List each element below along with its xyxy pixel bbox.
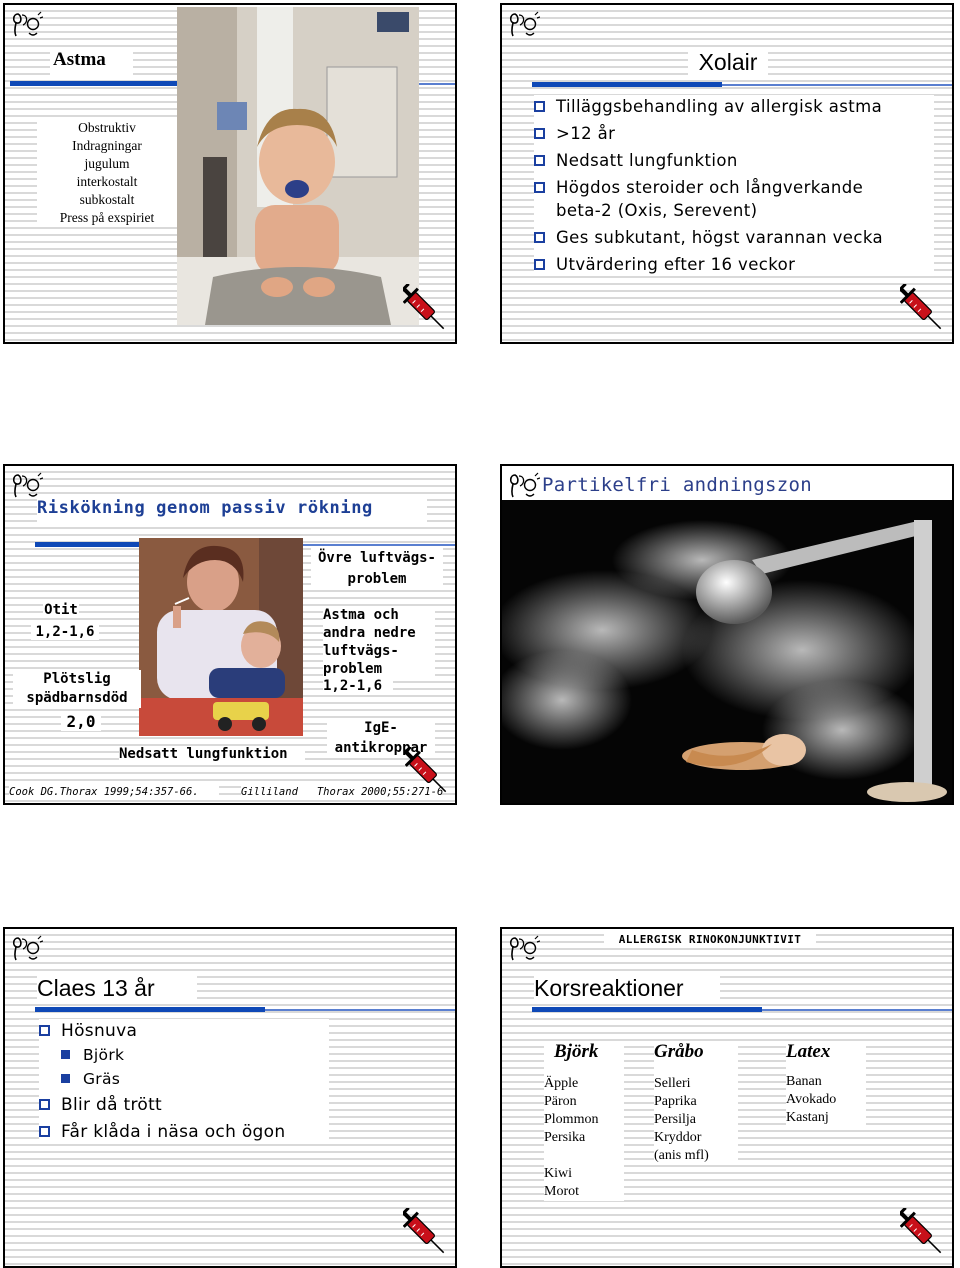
checkbox-bullet-icon: [39, 1025, 50, 1036]
bullet-item: Blir då trött: [39, 1093, 329, 1117]
food-item: Päron: [544, 1094, 577, 1109]
title-bar: [35, 1007, 455, 1012]
bullet-item: Nedsatt lungfunktion: [534, 149, 934, 172]
symptom-line: Press på exspiriet: [59, 210, 155, 225]
sids-label: Plötslig spädbarnsdöd: [13, 670, 141, 708]
logo-icon: [506, 9, 540, 39]
symptom-line: jugulum: [84, 156, 130, 171]
syringe-icon: [900, 1208, 946, 1262]
reference-cook: Cook DG.Thorax 1999;54:357-66.: [9, 786, 219, 798]
bullet-item: Högdos steroider och långverkande beta-2 (Oxis, Serevent): [534, 176, 906, 222]
title-bar: [532, 82, 952, 87]
food-item: (anis mfl): [654, 1148, 709, 1163]
slide-header: ALLERGISK RINOKONJUNKTIVIT: [604, 933, 816, 946]
sub-bullet-item: Björk: [61, 1043, 329, 1067]
reference-gilliland: Gilliland Thorax 2000;55:271-6: [241, 786, 444, 798]
slide-claes: [3, 927, 457, 1268]
bullet-list: [534, 95, 934, 276]
column-bjork: [544, 1041, 624, 1201]
title-bar: [532, 1007, 952, 1012]
logo-icon: [9, 933, 43, 963]
food-item: Plommon: [544, 1112, 599, 1127]
title-bar: [10, 81, 178, 86]
column-heading: Gråbo: [654, 1041, 704, 1062]
checkbox-bullet-icon: [39, 1126, 50, 1137]
ige-label: IgE-antikroppar: [327, 718, 435, 758]
food-item: Paprika: [654, 1094, 697, 1109]
slide-korsreaktioner: [500, 927, 954, 1268]
slide-xolair: [500, 3, 954, 344]
slide-title: Astma: [50, 49, 133, 75]
syringe-icon: [405, 747, 451, 801]
syringe-icon: [403, 1208, 449, 1262]
checkbox-bullet-icon: [534, 182, 545, 193]
bullet-item: Tilläggsbehandling av allergisk astma: [534, 95, 934, 118]
food-item: Banan: [786, 1074, 822, 1089]
checkbox-bullet-icon: [534, 101, 545, 112]
food-item: Avokado: [786, 1092, 837, 1107]
food-item: Persilja: [654, 1112, 696, 1127]
slide-title: Riskökning genom passiv rökning: [37, 498, 427, 522]
slide-title: Claes 13 år: [37, 975, 197, 1003]
square-bullet-icon: [61, 1074, 70, 1083]
logo-icon: [9, 470, 43, 500]
logo-icon: [9, 9, 43, 39]
bullet-item: Får klåda i näsa och ögon: [39, 1120, 329, 1144]
symptom-line: interkostalt: [76, 174, 138, 189]
symptom-list: [37, 119, 177, 227]
syringe-icon: [900, 284, 946, 338]
checkbox-bullet-icon: [534, 155, 545, 166]
checkbox-bullet-icon: [534, 232, 545, 243]
sids-value: 2,0: [61, 712, 101, 731]
otit-label: Otit: [44, 602, 78, 618]
food-item: Persika: [544, 1130, 586, 1145]
bullet-item: Ges subkutant, högst varannan vecka: [534, 226, 934, 249]
lower-airway-value: 1,2-1,6: [323, 678, 393, 694]
bullet-item: Hösnuva: [39, 1019, 329, 1043]
checkbox-bullet-icon: [534, 259, 545, 270]
slide-partikelfri: [500, 464, 954, 805]
checkbox-bullet-icon: [39, 1099, 50, 1110]
square-bullet-icon: [61, 1050, 70, 1059]
slide-title: Korsreaktioner: [534, 975, 720, 1003]
food-item: Selleri: [654, 1076, 691, 1091]
child-photo: [177, 7, 419, 325]
air-shower-photo: [502, 500, 952, 804]
food-item: Äpple: [544, 1076, 579, 1091]
syringe-icon: [403, 284, 449, 338]
food-item: Kiwi: [544, 1166, 572, 1181]
symptom-line: Indragningar: [72, 138, 142, 153]
column-grabo: [654, 1041, 738, 1165]
lower-airway-label: Astma och andra nedre luftvägs-problem: [323, 606, 435, 678]
slide-astma: [3, 3, 457, 344]
checkbox-bullet-icon: [534, 128, 545, 139]
food-item: Kryddor: [654, 1130, 702, 1145]
symptom-line: Obstruktiv: [78, 120, 136, 135]
column-latex: [786, 1041, 866, 1127]
slide-passiv-rokning: [3, 464, 457, 805]
lung-function-label: Nedsatt lungfunktion: [119, 746, 305, 762]
slide-title: Partikelfri andningszon: [542, 474, 812, 496]
symptom-line: subkostalt: [79, 192, 135, 207]
otit-value: 1,2-1,6: [31, 624, 99, 640]
upper-airway-label: Övre luftvägs-problem: [311, 548, 443, 590]
column-heading: Latex: [786, 1041, 831, 1062]
bullet-list: [39, 1019, 329, 1144]
food-item: Kastanj: [786, 1110, 829, 1125]
slide-title: Xolair: [688, 49, 768, 77]
logo-icon: [506, 470, 540, 500]
column-heading: Björk: [554, 1041, 599, 1062]
bullet-item: Utvärdering efter 16 veckor: [534, 253, 934, 276]
food-item: Morot: [544, 1184, 579, 1199]
title-bar-end: [419, 81, 455, 86]
food-item: [544, 1147, 624, 1165]
logo-icon: [506, 933, 540, 963]
smoking-mother-photo: [139, 538, 303, 736]
bullet-item: >12 år: [534, 122, 934, 145]
sub-bullet-item: Gräs: [61, 1067, 329, 1091]
